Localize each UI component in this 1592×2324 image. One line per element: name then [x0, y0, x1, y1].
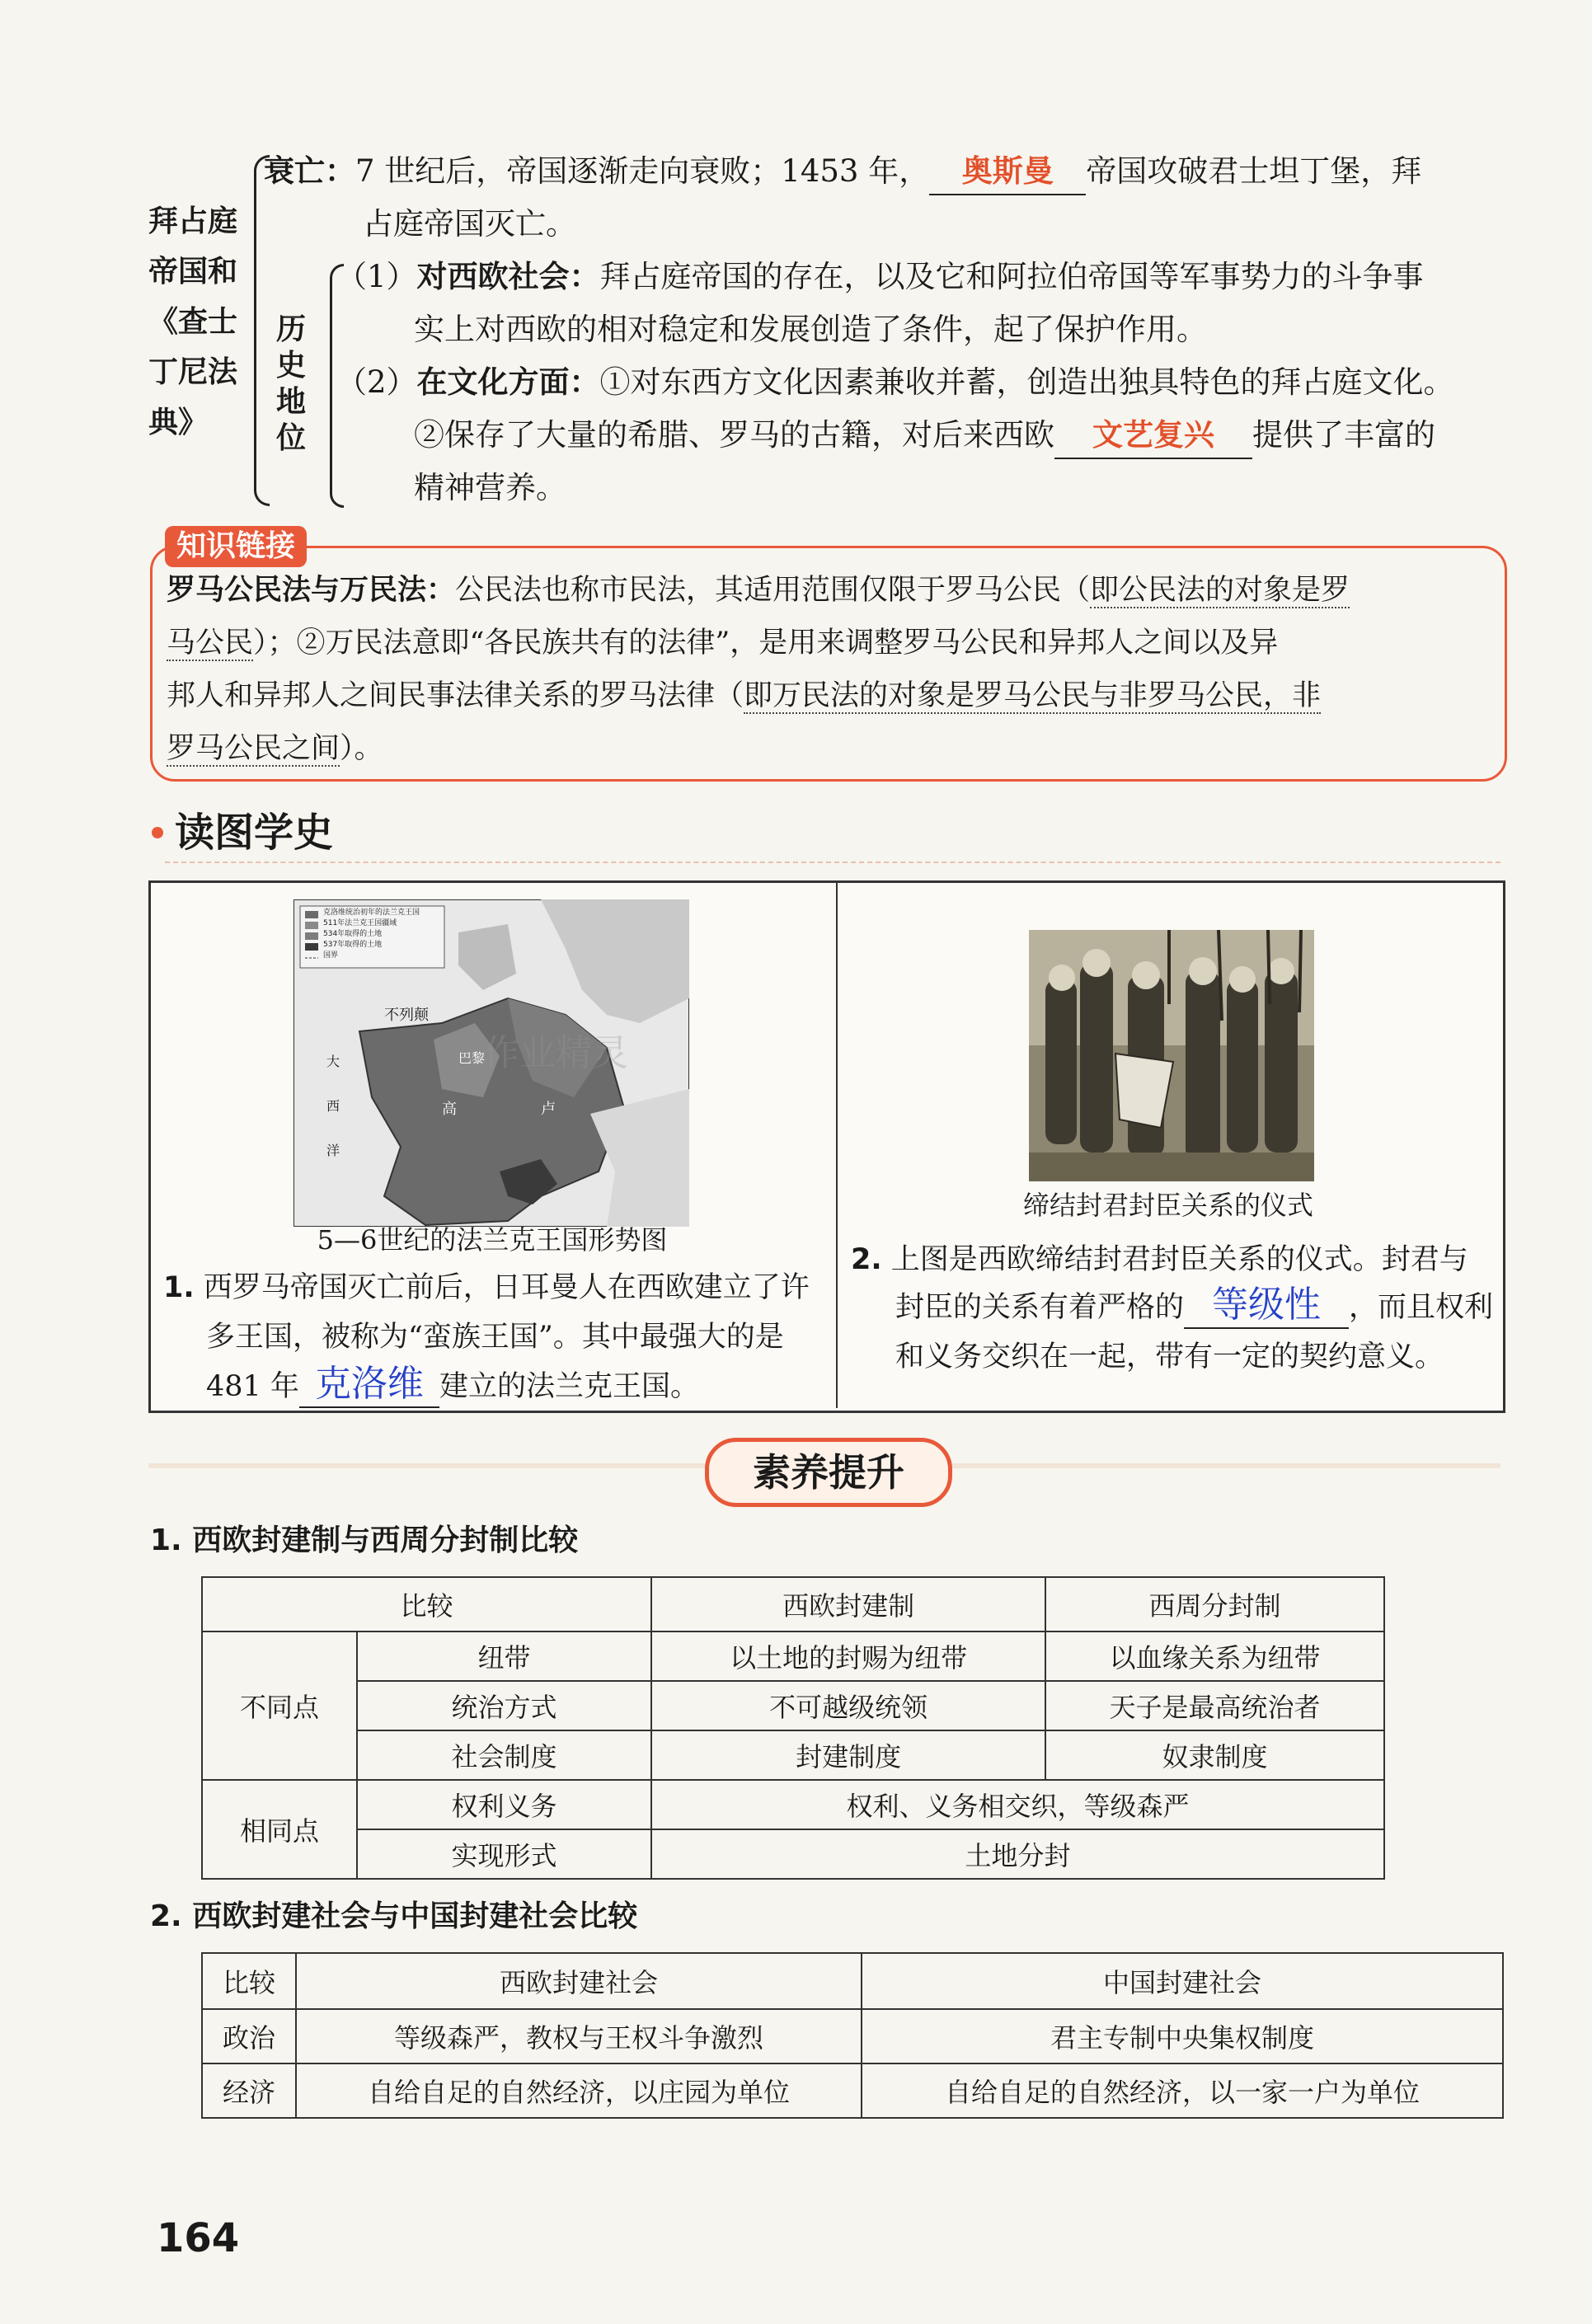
q2-line1: 2. 上图是西欧缔结封君封臣关系的仪式。封君与	[851, 1243, 1468, 1276]
q2-line3: 和义务交织在一起，带有一定的契约意义。	[895, 1340, 1444, 1373]
item1-line2: 实上对西欧的相对稳定和发展创造了条件，起了保护作用。	[414, 312, 1207, 347]
image-caption: 缔结封君封臣关系的仪式	[1022, 1190, 1313, 1221]
map-label-gaul-b: 卢	[541, 1101, 556, 1118]
table-cell: 自给自足的自然经济，以庄园为单位	[296, 2063, 862, 2118]
item2-line2: ②保存了大量的希腊、罗马的古籍，对后来西欧 文艺复兴 提供了丰富的	[414, 409, 1435, 462]
table-cell: 以土地的封赐为纽带	[651, 1631, 1045, 1681]
table-cell: 以血缘关系为纽带	[1045, 1631, 1384, 1681]
item2-line3: 精神营养。	[414, 470, 566, 505]
historical-status-label: 历 史 地 位	[276, 312, 307, 455]
table-cell: 奴隶制度	[1045, 1730, 1384, 1780]
q1-line2: 多王国，被称为“蛮族王国”。其中最强大的是	[206, 1321, 784, 1354]
table-cell: 统治方式	[357, 1681, 651, 1730]
map-legend: 克洛维统治初年的法兰克王国 511年法兰克王国疆域 534年取得的土地 537年取得的土地 国界	[323, 908, 420, 960]
map-label-paris: 巴黎	[458, 1050, 486, 1066]
t1-header: 西欧封建制	[651, 1577, 1045, 1631]
q1-line3: 481 年 克洛维 建立的法兰克王国。	[206, 1360, 699, 1413]
read-map-underline	[165, 862, 1500, 863]
table2-title: 2. 西欧封建社会与中国封建社会比较	[150, 1899, 638, 1933]
knowledge-line1: 罗马公民法与万民法：公民法也称市民法，其适用范围仅限于罗马公民（即公民法的对象是罗	[167, 574, 1350, 607]
decline-line: 衰亡：7 世纪后，帝国逐渐走向衰败；1453 年， 奥斯曼 帝国攻破君士坦丁堡，拜	[264, 145, 1421, 198]
box-divider	[836, 882, 838, 1408]
t1-header: 比较	[202, 1577, 651, 1631]
map-label-gaul-a: 高	[442, 1101, 457, 1118]
t1-diff-label: 不同点	[202, 1631, 357, 1780]
item2-line1: （2）在文化方面：①对东西方文化因素兼收并蓄，创造出独具特色的拜占庭文化。	[336, 364, 1454, 400]
table-cell: 权利、义务相交织，等级森严	[651, 1780, 1384, 1829]
q2-line2: 封臣的关系有着严格的 等级性 ，而且权利	[895, 1281, 1493, 1334]
t1-header: 西周分封制	[1045, 1577, 1384, 1631]
table-cell: 权利义务	[357, 1780, 651, 1829]
table-cell: 封建制度	[651, 1730, 1045, 1780]
t2-header: 西欧封建社会	[296, 1953, 862, 2009]
map-watermark: 作业精灵	[483, 1032, 628, 1074]
t2-header: 比较	[202, 1953, 296, 2009]
byzantine-group-label: 拜占庭 帝国和 《查士 丁尼法 典》	[148, 204, 238, 439]
knowledge-line2: 马公民）；②万民法意即“各民族共有的法律”，是用来调整罗马公民和异邦人之间以及异	[167, 627, 1279, 660]
table-cell: 君主专制中央集权制度	[862, 2009, 1503, 2063]
table-cell: 土地分封	[651, 1829, 1384, 1879]
table1	[201, 1576, 1385, 1880]
table1-title: 1. 西欧封建制与西周分封制比较	[150, 1524, 579, 1557]
q1-line1: 1. 西罗马帝国灭亡前后，日耳曼人在西欧建立了许	[163, 1271, 810, 1304]
table-cell: 实现形式	[357, 1829, 651, 1879]
frankish-map	[294, 899, 689, 1227]
answer-renaissance: 文艺复兴	[1054, 413, 1252, 459]
read-map-dot	[152, 827, 163, 838]
t2-header: 中国封建社会	[862, 1953, 1503, 2009]
knowledge-line4: 罗马公民之间）。	[167, 732, 383, 765]
map-caption: 5—6世纪的法兰克王国形势图	[317, 1224, 668, 1256]
decline-line-2: 占庭帝国灭亡。	[363, 206, 576, 242]
read-map-heading: 读图学史	[175, 810, 334, 856]
outer-brace	[254, 155, 270, 506]
table-cell: 社会制度	[357, 1730, 651, 1780]
improve-heading: 素养提升	[753, 1450, 904, 1495]
knowledge-tag: 知识链接	[165, 526, 307, 567]
table-cell: 政治	[202, 2009, 296, 2063]
t1-same-label: 相同点	[202, 1780, 357, 1879]
table-cell: 等级森严，教权与王权斗争激烈	[296, 2009, 862, 2063]
map-label-ocean: 大 西 洋	[326, 1054, 340, 1158]
ceremony-image	[1029, 930, 1314, 1181]
table-cell: 纽带	[357, 1631, 651, 1681]
answer-ottoman: 奥斯曼	[929, 149, 1086, 195]
page-number: 164	[157, 2215, 240, 2261]
table-cell: 天子是最高统治者	[1045, 1681, 1384, 1730]
answer-clovis: 克洛维	[299, 1362, 439, 1408]
answer-hierarchy: 等级性	[1184, 1283, 1349, 1329]
item1-line1: （1）对西欧社会：拜占庭帝国的存在，以及它和阿拉伯帝国等军事势力的斗争事	[336, 259, 1424, 294]
map-label-britain: 不列颠	[384, 1007, 429, 1024]
table-cell: 不可越级统领	[651, 1681, 1045, 1730]
table2	[201, 1952, 1504, 2119]
knowledge-line3: 邦人和异邦人之间民事法律关系的罗马法律（即万民法的对象是罗马公民与非罗马公民，非	[167, 679, 1322, 712]
table-cell: 经济	[202, 2063, 296, 2118]
table-cell: 自给自足的自然经济，以一家一户为单位	[862, 2063, 1503, 2118]
